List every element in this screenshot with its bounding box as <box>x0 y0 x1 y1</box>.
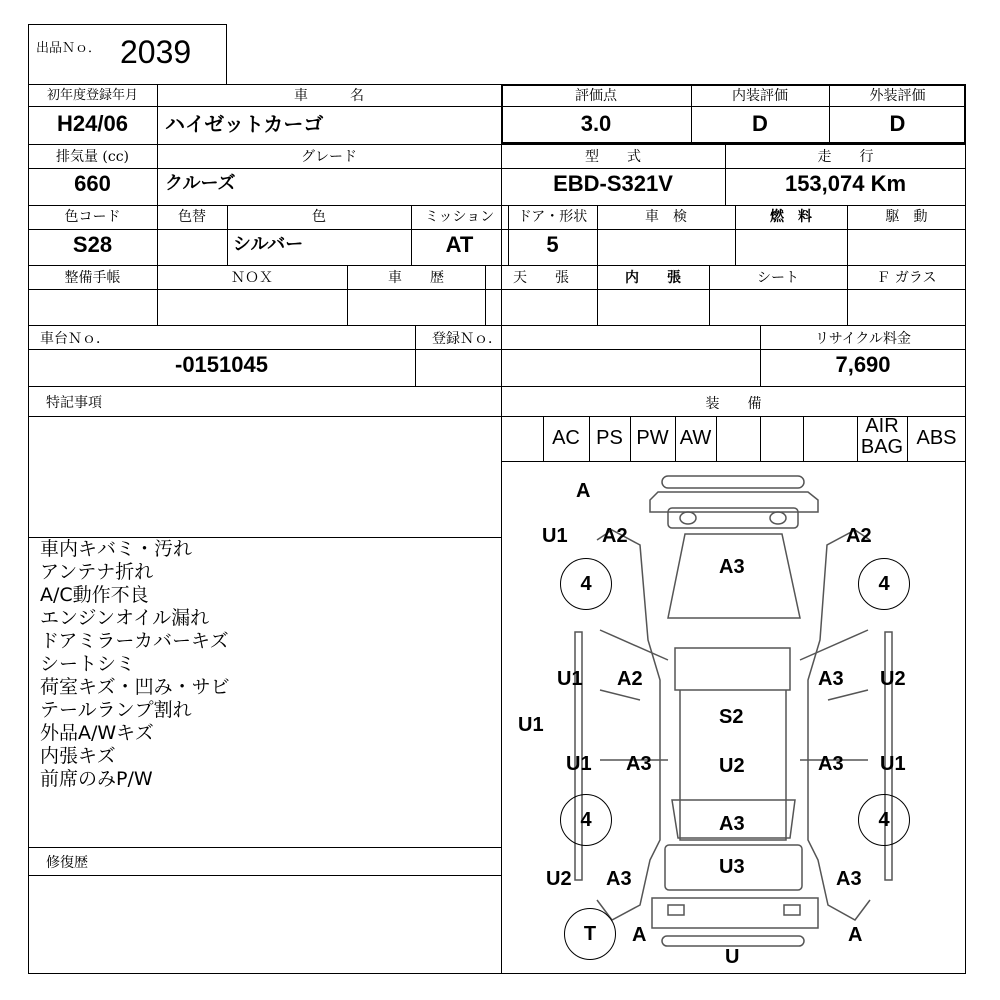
tire-rear-left: 4 <box>560 794 612 846</box>
name-value: ハイゼットカーゴ <box>165 112 324 136</box>
damage-mark: U1 <box>566 753 592 775</box>
interior-trim-label: 内 張 <box>625 270 681 286</box>
damage-mark: A3 <box>836 868 862 890</box>
color-value: シルバー <box>233 234 304 255</box>
note-line: アンテナ折れ <box>40 561 154 583</box>
note-line: エンジンオイル漏れ <box>40 607 210 629</box>
equip-ac: AC <box>552 427 580 449</box>
exterior-value: D <box>889 111 906 136</box>
color-code-value: S28 <box>72 232 113 257</box>
color-code-label: 色コード <box>64 209 121 225</box>
note-line: ドアミラーカバーキズ <box>40 630 229 652</box>
damage-mark: A3 <box>606 868 632 890</box>
damage-mark: A3 <box>818 753 844 775</box>
notes-list <box>40 538 230 791</box>
damage-mark: A3 <box>719 556 745 578</box>
equip-ps: PS <box>596 427 623 449</box>
recycle-value: 7,690 <box>835 352 891 377</box>
mileage-value: 153,074 Km <box>784 171 907 196</box>
damage-mark: A3 <box>818 668 844 690</box>
interior-value: D <box>752 111 768 136</box>
first-reg-value: H24/06 <box>57 111 128 136</box>
equip-pw: PW <box>636 427 669 449</box>
displacement-value: 660 <box>74 171 111 196</box>
grade-label: グレード <box>301 149 357 165</box>
damage-mark: A2 <box>846 525 872 547</box>
damage-mark: U2 <box>880 668 906 690</box>
chassis-label: 車台Ｎｏ． <box>40 331 110 347</box>
damage-mark: A3 <box>626 753 652 775</box>
chassis-value: -0151045 <box>175 352 268 377</box>
damage-mark: U2 <box>719 755 745 777</box>
maintenance-label: 整備手帳 <box>64 270 121 286</box>
score-label: 評価点 <box>575 88 617 104</box>
equip-airbag: AIR BAG <box>860 415 904 458</box>
note-line: 内張キズ <box>40 745 116 767</box>
damage-mark: A3 <box>719 813 745 835</box>
seat-label: シート <box>757 270 799 286</box>
name-label: 車 名 <box>294 88 364 104</box>
note-line: 車内キバミ・汚れ <box>40 538 193 560</box>
recycle-label: リサイクル料金 <box>814 331 912 347</box>
tire-rear-right: 4 <box>858 794 910 846</box>
note-line: 荷室キズ・凹み・サビ <box>40 676 230 698</box>
note-line: シートシミ <box>40 653 136 675</box>
tire-front-right: 4 <box>858 558 910 610</box>
door-value: 5 <box>546 232 559 257</box>
interior-label: 内装評価 <box>732 88 788 104</box>
reg-label: 登録Ｎｏ． <box>432 331 502 347</box>
note-line: A/C動作不良 <box>40 584 149 606</box>
damage-mark: U2 <box>546 868 572 890</box>
drive-label: 駆 動 <box>885 209 928 225</box>
equip-abs: ABS <box>916 427 957 449</box>
mileage-label: 走 行 <box>817 149 874 165</box>
tire-front-left: 4 <box>560 558 612 610</box>
notes-label: 特記事項 <box>46 395 102 411</box>
displacement-label: 排気量 (cc) <box>55 149 130 165</box>
lot-number: 2039 <box>120 34 192 70</box>
damage-mark: A <box>848 924 863 946</box>
damage-mark: A <box>576 480 591 502</box>
note-line: 外品A/Wキズ <box>40 722 154 744</box>
first-reg-label: 初年度登録年月 <box>46 88 138 103</box>
damage-mark: S2 <box>719 706 744 728</box>
spare-tire: T <box>564 908 616 960</box>
nox-label: ＮＯＸ <box>231 270 273 286</box>
damage-mark: U1 <box>557 668 583 690</box>
mission-value: AT <box>445 232 474 257</box>
fuel-label: 燃 料 <box>770 209 812 225</box>
damage-mark: U1 <box>542 525 568 547</box>
note-line: 前席のみP/W <box>40 768 153 790</box>
score-value: 3.0 <box>580 111 612 136</box>
repaint-label: 色替 <box>178 209 206 225</box>
lot-label: 出品Ｎｏ． <box>36 41 102 56</box>
damage-mark: A2 <box>617 668 643 690</box>
model-value: EBD-S321V <box>553 171 673 196</box>
fglass-label: Ｆ ガラス <box>876 270 937 286</box>
grade-value: クルーズ <box>165 173 236 194</box>
inspection-label: 車 検 <box>645 209 687 225</box>
equip-aw: AW <box>679 427 712 449</box>
mission-label: ミッション <box>424 209 495 225</box>
note-line: テールランプ割れ <box>40 699 192 721</box>
damage-mark: U1 <box>518 714 544 736</box>
model-label: 型 式 <box>585 149 641 165</box>
door-label: ドア・形状 <box>517 209 588 225</box>
damage-mark: U1 <box>880 753 906 775</box>
damage-mark: U <box>725 946 740 968</box>
history-label: 車 歴 <box>388 270 444 286</box>
equipment-label: 装 備 <box>705 396 762 412</box>
damage-mark: A <box>632 924 647 946</box>
exterior-label: 外装評価 <box>869 88 926 104</box>
damage-mark: A2 <box>602 525 628 547</box>
roof-label: 天 張 <box>513 270 569 286</box>
damage-mark: U3 <box>719 856 745 878</box>
color-label: 色 <box>312 209 326 225</box>
repair-label: 修復歴 <box>46 855 88 871</box>
